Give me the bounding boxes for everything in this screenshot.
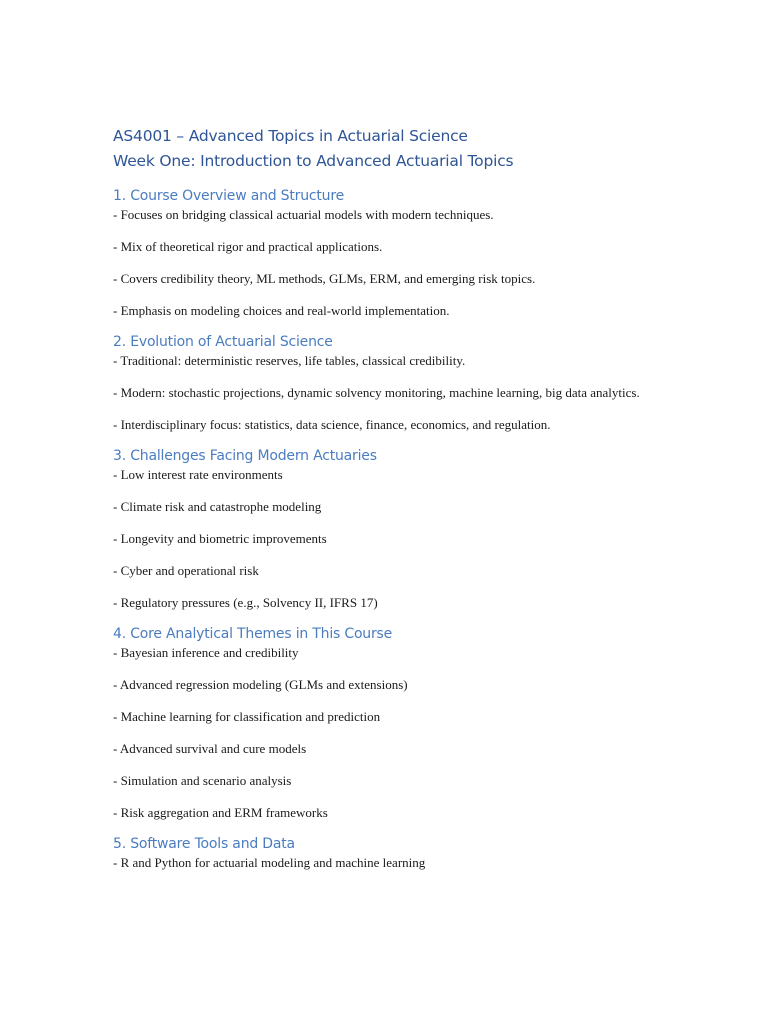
bullet-list (113, 466, 673, 612)
section-heading: 5. Software Tools and Data (113, 836, 295, 852)
list-item: - Regulatory pressures (e.g., Solvency II, IFRS 17) (113, 595, 378, 610)
section-challenges (113, 446, 673, 612)
list-item: - Machine learning for classification and prediction (113, 709, 381, 724)
list-item: - Cyber and operational risk (113, 563, 259, 578)
list-item: - Interdisciplinary focus: statistics, data science, finance, economics, and regulation. (113, 417, 551, 432)
section-course-overview (113, 186, 673, 320)
week-title: Week One: Introduction to Advanced Actuarial Topics (113, 152, 514, 170)
list-item: - Bayesian inference and credibility (113, 645, 299, 660)
document-title (113, 124, 673, 174)
list-item: - Emphasis on modeling choices and real-world implementation. (113, 303, 450, 318)
list-item: - Advanced regression modeling (GLMs and extensions) (113, 677, 408, 692)
section-heading: 4. Core Analytical Themes in This Course (113, 626, 393, 642)
document-body (113, 124, 673, 872)
course-title: AS4001 – Advanced Topics in Actuarial Science (113, 127, 468, 145)
list-item: - Focuses on bridging classical actuarial models with modern techniques. (113, 207, 494, 222)
bullet-list (113, 854, 673, 872)
bullet-list (113, 644, 673, 822)
section-heading: 2. Evolution of Actuarial Science (113, 334, 333, 350)
list-item: - Risk aggregation and ERM frameworks (113, 805, 328, 820)
list-item: - Modern: stochastic projections, dynamic solvency monitoring, machine learning, big data analytics. (113, 385, 640, 400)
section-heading: 1. Course Overview and Structure (113, 188, 345, 204)
list-item: - Climate risk and catastrophe modeling (113, 499, 322, 514)
list-item: - Mix of theoretical rigor and practical applications. (113, 239, 383, 254)
bullet-list (113, 206, 673, 320)
list-item: - Simulation and scenario analysis (113, 773, 292, 788)
list-item: - Covers credibility theory, ML methods, GLMs, ERM, and emerging risk topics. (113, 271, 536, 286)
section-software-tools (113, 834, 673, 872)
section-evolution (113, 332, 673, 434)
list-item: - Low interest rate environments (113, 467, 283, 482)
section-heading: 3. Challenges Facing Modern Actuaries (113, 448, 377, 464)
section-core-themes (113, 624, 673, 822)
bullet-list (113, 352, 673, 434)
list-item: - R and Python for actuarial modeling and machine learning (113, 855, 426, 870)
list-item: - Longevity and biometric improvements (113, 531, 327, 546)
list-item: - Advanced survival and cure models (113, 741, 307, 756)
list-item: - Traditional: deterministic reserves, life tables, classical credibility. (113, 353, 466, 368)
